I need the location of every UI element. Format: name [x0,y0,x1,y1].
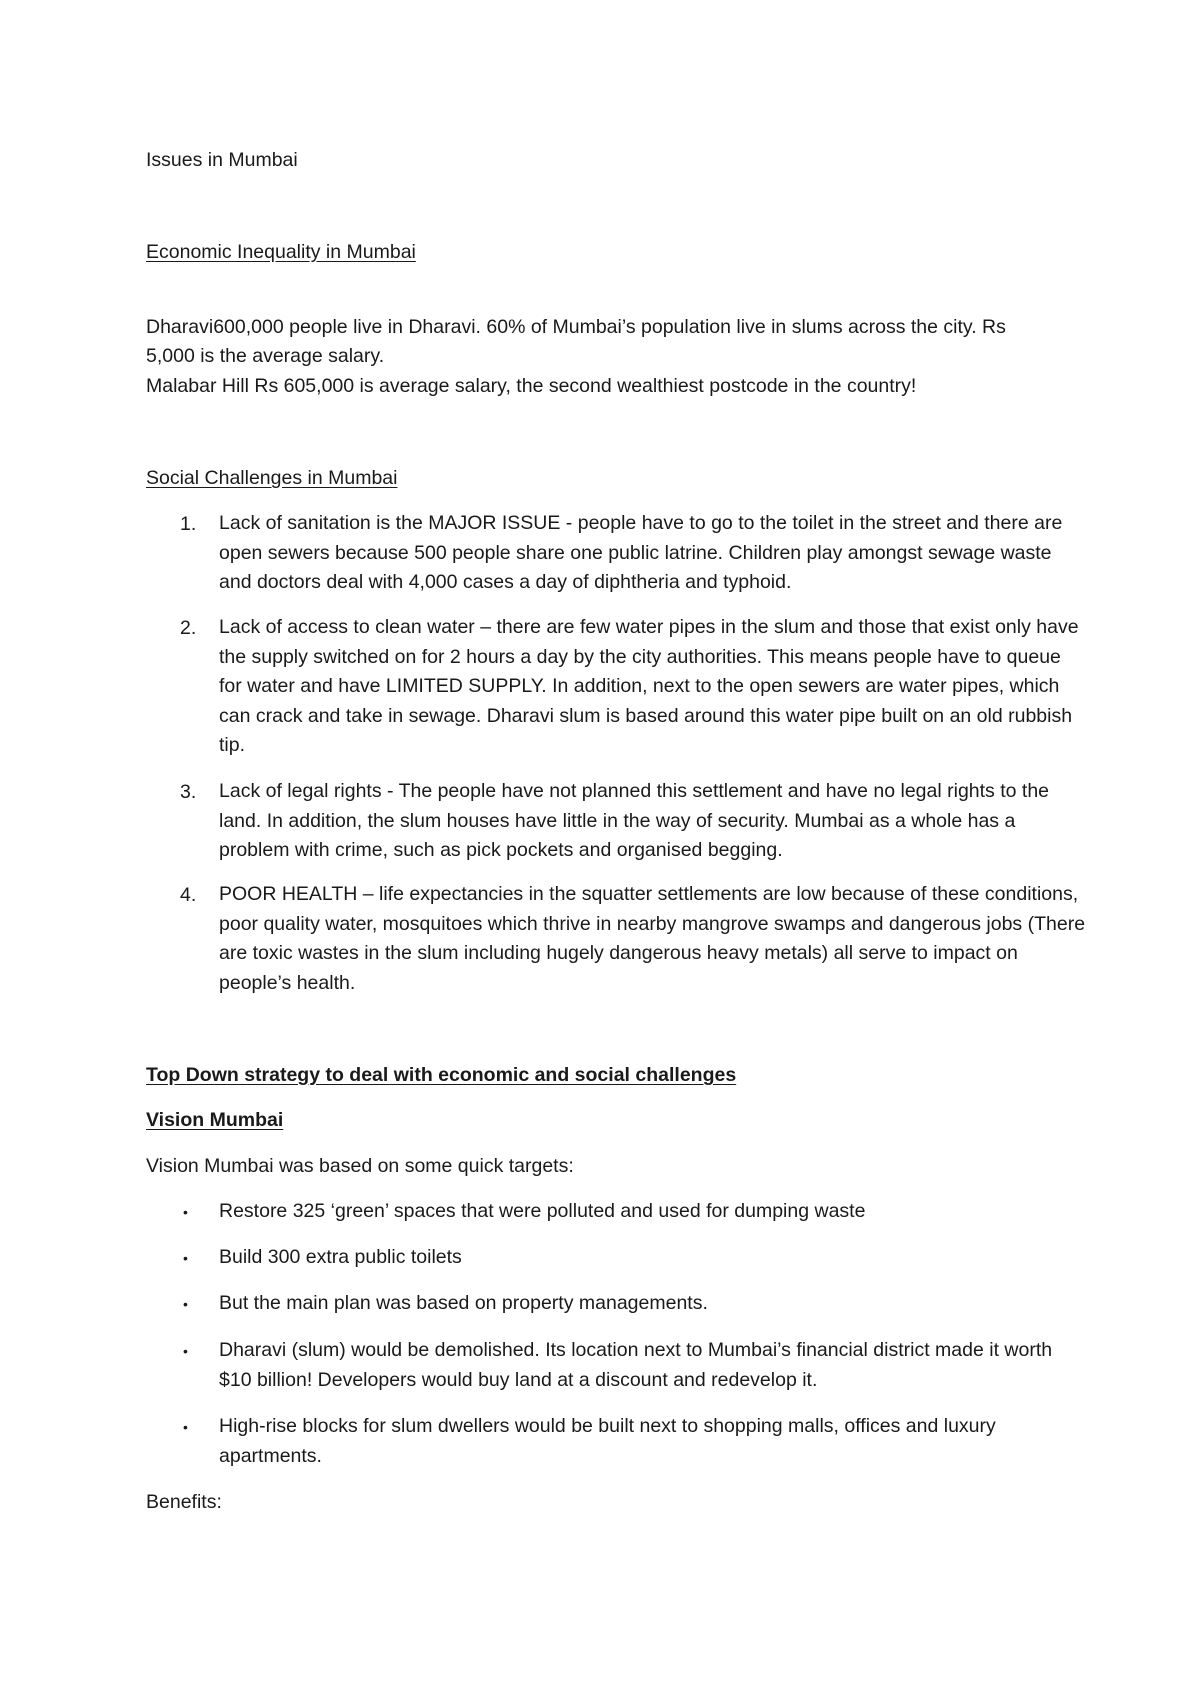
list-number: 3. [180,781,197,803]
bullet-icon: • [183,1343,188,1359]
list-item: Dharavi (slum) would be demolished. Its location next to Mumbai’s financial district made it worth $10 billion! Developers would buy land at a discount and redevelop it. [219,1339,1053,1391]
bullet-icon: • [183,1204,188,1220]
list-number: 2. [180,617,197,639]
list-number: 1. [180,513,197,535]
vision-mumbai-heading: Vision Mumbai [146,1109,284,1131]
list-item: Build 300 extra public toilets [219,1246,462,1268]
economic-paragraph-line-2: 5,000 is the average salary. [146,345,385,367]
list-item: Lack of access to clean water – there are few water pipes in the slum and those that exist only have the supply switched on for 2 hours a day by the city authorities. This means people have to queue for water and have LIMITED SUPPLY. In addition, next to the open sewers are water pipes, which can crack and take in sewage. Dharavi slum is based around this water pipe built on an old rubbish tip. [219,616,1079,756]
benefits-label: Benefits: [146,1491,222,1513]
bullet-icon: • [183,1296,188,1312]
list-item: But the main plan was based on property managements. [219,1292,708,1314]
list-item: Lack of sanitation is the MAJOR ISSUE - people have to go to the toilet in the street and there are open sewers because 500 people share one public latrine. Children play amongst sewage waste and doctors deal with 4,000 cases a day of diphtheria and typhoid. [219,512,1063,593]
list-item: Restore 325 ‘green’ spaces that were polluted and used for dumping waste [219,1200,866,1222]
list-item: POOR HEALTH – life expectancies in the squatter settlements are low because of these conditions, poor quality water, mosquitoes which thrive in nearby mangrove swamps and dangerous jobs (There are toxic wastes in the slum including hugely dangerous heavy metals) all serve to impact on people’s health. [219,883,1086,994]
economic-inequality-heading: Economic Inequality in Mumbai [146,241,416,263]
bullet-icon: • [183,1250,188,1266]
list-item: Lack of legal rights - The people have not planned this settlement and have no legal rights to the land. In addition, the slum houses have little in the way of security. Mumbai as a whole has a problem with crime, such as pick pockets and organised begging. [219,780,1050,861]
economic-paragraph-line-1: Dharavi600,000 people live in Dharavi. 60% of Mumbai’s population live in slums across the city. Rs [146,316,1006,338]
social-challenges-heading: Social Challenges in Mumbai [146,467,398,489]
bullet-icon: • [183,1419,188,1435]
list-item: High-rise blocks for slum dwellers would be built next to shopping malls, offices and luxury apartments. [219,1415,996,1467]
strategy-heading: Top Down strategy to deal with economic and social challenges [146,1064,737,1086]
vision-intro: Vision Mumbai was based on some quick targets: [146,1155,574,1177]
list-number: 4. [180,884,197,906]
page-title: Issues in Mumbai [146,149,298,171]
economic-paragraph-line-3: Malabar Hill Rs 605,000 is average salary, the second wealthiest postcode in the country! [146,375,917,397]
